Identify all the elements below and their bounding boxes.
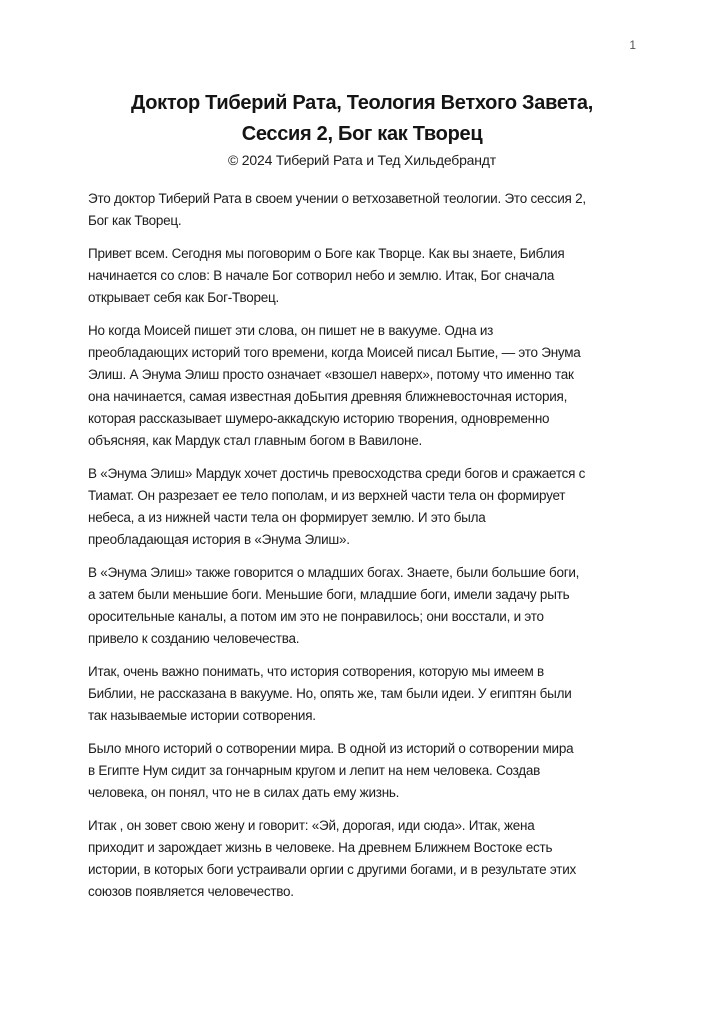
paragraph-6	[88, 661, 636, 727]
text-line: В «Энума Элиш» также говорится о младших богах. Знаете, были большие боги,	[88, 565, 580, 580]
document-content	[88, 88, 636, 914]
text-line: Тиамат. Он разрезает ее тело пополам, и из верхней части тела он формирует	[88, 488, 566, 503]
page-number: 1	[629, 38, 636, 52]
text-line: Бог как Творец.	[88, 213, 182, 228]
text-line: преобладающая история в «Энума Элиш».	[88, 532, 350, 547]
document-title	[88, 88, 636, 150]
paragraph-2	[88, 243, 636, 309]
text-line: объясняя, как Мардук стал главным богом в Вавилоне.	[88, 433, 422, 448]
text-line: а затем были меньшие боги. Меньшие боги, младшие боги, имели задачу рыть	[88, 587, 570, 602]
text-line: Итак, очень важно понимать, что история сотворения, которую мы имеем в	[88, 664, 544, 679]
body-text	[88, 188, 636, 903]
text-line: истории, в которых боги устраивали оргии с другими богами, и в результате этих	[88, 862, 576, 877]
text-line: Элиш. А Энума Элиш просто означает «взошел наверх», потому что именно так	[88, 367, 574, 382]
paragraph-3	[88, 320, 636, 452]
document-title-line-2: Сессия 2, Бог как Творец	[241, 123, 483, 145]
text-line: Это доктор Тиберий Рата в своем учении о ветхозаветной теологии. Это сессия 2,	[88, 191, 586, 206]
text-line: Было много историй о сотворении мира. В одной из историй о сотворении мира	[88, 741, 574, 756]
text-line: Итак , он зовет свою жену и говорит: «Эй, дорогая, иди сюда». Итак, жена	[88, 818, 535, 833]
text-line: приходит и зарождает жизнь в человеке. На древнем Ближнем Востоке есть	[88, 840, 553, 855]
paragraph-4	[88, 463, 636, 551]
text-line: Но когда Моисей пишет эти слова, он пишет не в вакууме. Одна из	[88, 323, 494, 338]
text-line: В «Энума Элиш» Мардук хочет достичь превосходства среди богов и сражается с	[88, 466, 586, 481]
paragraph-8	[88, 815, 636, 903]
text-line: она начинается, самая известная доБытия древняя ближневосточная история,	[88, 389, 568, 404]
text-line: Привет всем. Сегодня мы поговорим о Боге как Творце. Как вы знаете, Библия	[88, 246, 565, 261]
paragraph-5	[88, 562, 636, 650]
text-line: в Египте Нум сидит за гончарным кругом и лепит на нем человека. Создав	[88, 763, 541, 778]
document-title-line-1: Доктор Тиберий Рата, Теология Ветхого Завета,	[131, 92, 593, 114]
text-line: преобладающих историй того времени, когда Моисей писал Бытие, — это Энума	[88, 345, 581, 360]
text-line: человека, он понял, что не в силах дать ему жизнь.	[88, 785, 400, 800]
text-line: открывает себя как Бог-Творец.	[88, 290, 279, 305]
text-line: небеса, а из нижней части тела он формирует землю. И это была	[88, 510, 486, 525]
text-line: Библии, не рассказана в вакууме. Но, опять же, там были идеи. У египтян были	[88, 686, 572, 701]
text-line: оросительные каналы, а потом им это не понравилось; они восстали, и это	[88, 609, 544, 624]
paragraph-1	[88, 188, 636, 232]
text-line: привело к созданию человечества.	[88, 631, 300, 646]
paragraph-7	[88, 738, 636, 804]
text-line: начинается со слов: В начале Бог сотворил небо и землю. Итак, Бог сначала	[88, 268, 555, 283]
text-line: так называемые истории сотворения.	[88, 708, 316, 723]
text-line: союзов появляется человечество.	[88, 884, 294, 899]
text-line: которая рассказывает шумеро-аккадскую историю творения, одновременно	[88, 411, 550, 426]
copyright-line: © 2024 Тиберий Рата и Тед Хильдебрандт	[228, 152, 496, 168]
